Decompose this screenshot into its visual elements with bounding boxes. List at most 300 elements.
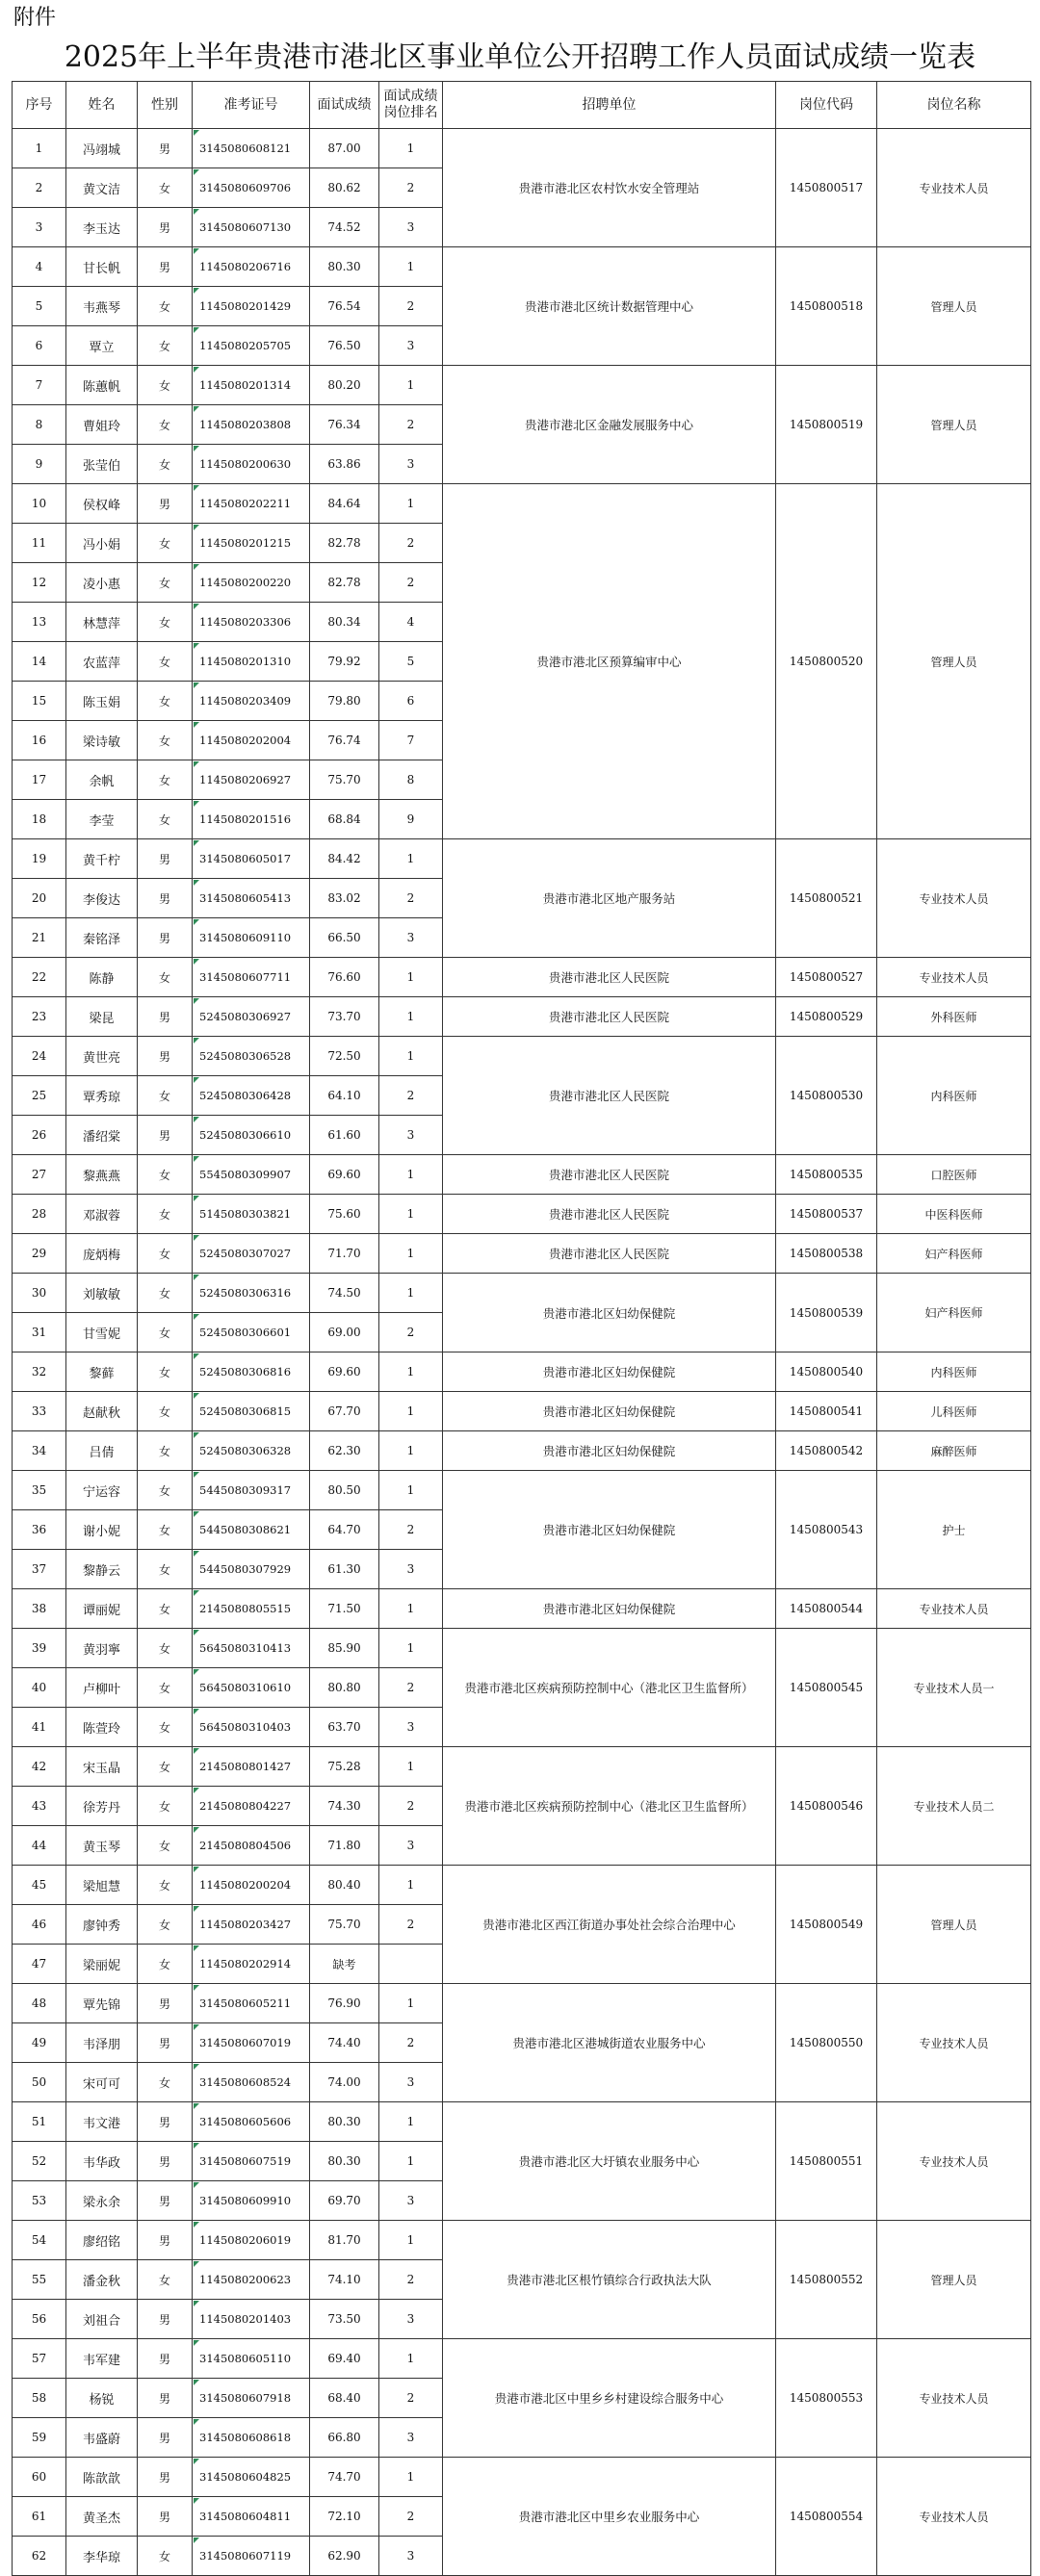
cell-rank: 3 [379, 2418, 443, 2458]
cell-gender: 女 [138, 1274, 193, 1313]
cell-code: 1450800550 [776, 1984, 877, 2102]
cell-rank: 1 [379, 1234, 443, 1274]
cell-score: 80.40 [310, 1866, 379, 1905]
cell-code: 1450800517 [776, 129, 877, 247]
cell-ticket: 2145080804227 [193, 1787, 310, 1826]
cell-rank: 2 [379, 168, 443, 208]
cell-ticket: 3145080605211 [193, 1984, 310, 2023]
cell-gender: 女 [138, 2537, 193, 2576]
table-row [13, 997, 1031, 1037]
cell-code: 1450800554 [776, 2458, 877, 2576]
cell-score: 76.34 [310, 405, 379, 445]
cell-post: 专业技术人员 [877, 1984, 1031, 2102]
cell-score: 79.80 [310, 682, 379, 721]
cell-name: 廖绍铭 [66, 2221, 138, 2260]
cell-score: 69.00 [310, 1313, 379, 1352]
cell-name: 廖钟秀 [66, 1905, 138, 1945]
cell-gender: 女 [138, 366, 193, 405]
cell-seq: 23 [13, 997, 66, 1037]
cell-ticket: 3145080607019 [193, 2023, 310, 2063]
cell-code: 1450800542 [776, 1431, 877, 1471]
cell-seq: 53 [13, 2181, 66, 2221]
cell-score: 71.70 [310, 1234, 379, 1274]
cell-ticket: 1145080200630 [193, 445, 310, 484]
cell-rank: 1 [379, 1037, 443, 1076]
cell-score: 67.70 [310, 1392, 379, 1431]
cell-seq: 22 [13, 958, 66, 997]
cell-name: 黎藓 [66, 1352, 138, 1392]
cell-gender: 女 [138, 1352, 193, 1392]
cell-rank: 2 [379, 563, 443, 603]
cell-score: 76.54 [310, 287, 379, 326]
cell-ticket: 3145080607918 [193, 2379, 310, 2418]
cell-name: 赵献秋 [66, 1392, 138, 1431]
cell-post: 管理人员 [877, 1866, 1031, 1984]
cell-seq: 47 [13, 1945, 66, 1984]
cell-name: 张莹伯 [66, 445, 138, 484]
cell-ticket: 1145080206019 [193, 2221, 310, 2260]
cell-rank: 1 [379, 1274, 443, 1313]
cell-score: 82.78 [310, 524, 379, 563]
cell-ticket: 5645080310403 [193, 1708, 310, 1747]
cell-seq: 26 [13, 1116, 66, 1155]
cell-unit: 贵港市港北区预算编审中心 [443, 484, 776, 839]
cell-name: 梁丽妮 [66, 1945, 138, 1984]
cell-gender: 女 [138, 603, 193, 642]
cell-post: 管理人员 [877, 484, 1031, 839]
table-row [13, 1195, 1031, 1234]
cell-ticket: 5645080310413 [193, 1629, 310, 1668]
cell-rank: 1 [379, 2102, 443, 2142]
table-body [13, 129, 1031, 2576]
cell-rank: 3 [379, 208, 443, 247]
table-row [13, 1392, 1031, 1431]
cell-rank: 1 [379, 1352, 443, 1392]
cell-rank: 1 [379, 839, 443, 879]
cell-rank: 3 [379, 1550, 443, 1589]
cell-name: 陈蕙帆 [66, 366, 138, 405]
cell-score: 84.42 [310, 839, 379, 879]
cell-gender: 男 [138, 997, 193, 1037]
cell-post: 内科医师 [877, 1352, 1031, 1392]
cell-unit: 贵港市港北区西江街道办事处社会综合治理中心 [443, 1866, 776, 1984]
table-row [13, 1274, 1031, 1313]
table-row [13, 1866, 1031, 1905]
cell-rank: 6 [379, 682, 443, 721]
cell-name: 侯权峰 [66, 484, 138, 524]
cell-seq: 20 [13, 879, 66, 918]
cell-rank: 1 [379, 1431, 443, 1471]
cell-name: 吕倩 [66, 1431, 138, 1471]
cell-name: 梁诗敏 [66, 721, 138, 760]
cell-gender: 女 [138, 326, 193, 366]
cell-gender: 女 [138, 524, 193, 563]
cell-score: 75.70 [310, 760, 379, 800]
cell-ticket: 3145080608524 [193, 2063, 310, 2102]
cell-post: 儿科医师 [877, 1392, 1031, 1431]
cell-seq: 27 [13, 1155, 66, 1195]
cell-score: 72.10 [310, 2497, 379, 2537]
cell-name: 秦铭泽 [66, 918, 138, 958]
cell-seq: 4 [13, 247, 66, 287]
cell-code: 1450800546 [776, 1747, 877, 1866]
cell-gender: 男 [138, 2300, 193, 2339]
cell-post: 专业技术人员 [877, 1589, 1031, 1629]
cell-post: 专业技术人员 [877, 2458, 1031, 2576]
cell-score: 80.34 [310, 603, 379, 642]
cell-gender: 男 [138, 2023, 193, 2063]
cell-seq: 28 [13, 1195, 66, 1234]
cell-gender: 男 [138, 1984, 193, 2023]
cell-score: 74.40 [310, 2023, 379, 2063]
table-row [13, 1234, 1031, 1274]
cell-ticket: 1145080206927 [193, 760, 310, 800]
cell-gender: 男 [138, 208, 193, 247]
cell-seq: 17 [13, 760, 66, 800]
cell-ticket: 3145080605110 [193, 2339, 310, 2379]
table-row [13, 247, 1031, 287]
cell-ticket: 1145080201215 [193, 524, 310, 563]
cell-unit: 贵港市港北区港城街道农业服务中心 [443, 1984, 776, 2102]
cell-rank: 3 [379, 2537, 443, 2576]
cell-gender: 女 [138, 1510, 193, 1550]
cell-rank: 3 [379, 2063, 443, 2102]
cell-name: 凌小惠 [66, 563, 138, 603]
cell-ticket: 5245080306428 [193, 1076, 310, 1116]
cell-ticket: 1145080203306 [193, 603, 310, 642]
cell-name: 宋玉晶 [66, 1747, 138, 1787]
cell-seq: 58 [13, 2379, 66, 2418]
cell-name: 冯小娟 [66, 524, 138, 563]
cell-rank: 1 [379, 2339, 443, 2379]
cell-name: 陈静 [66, 958, 138, 997]
cell-rank: 1 [379, 2142, 443, 2181]
cell-seq: 7 [13, 366, 66, 405]
cell-seq: 29 [13, 1234, 66, 1274]
cell-ticket: 3145080609110 [193, 918, 310, 958]
cell-score: 75.70 [310, 1905, 379, 1945]
cell-gender: 女 [138, 1195, 193, 1234]
cell-score: 74.50 [310, 1274, 379, 1313]
cell-rank: 1 [379, 1747, 443, 1787]
cell-score: 74.70 [310, 2458, 379, 2497]
cell-seq: 39 [13, 1629, 66, 1668]
cell-score: 61.60 [310, 1116, 379, 1155]
cell-rank: 2 [379, 1076, 443, 1116]
cell-gender: 女 [138, 1708, 193, 1747]
interview-score-table [12, 81, 1031, 2576]
cell-gender: 女 [138, 1471, 193, 1510]
cell-gender: 女 [138, 760, 193, 800]
cell-ticket: 1145080200623 [193, 2260, 310, 2300]
cell-seq: 9 [13, 445, 66, 484]
cell-unit: 贵港市港北区中里乡乡村建设综合服务中心 [443, 2339, 776, 2458]
cell-seq: 19 [13, 839, 66, 879]
cell-score: 72.50 [310, 1037, 379, 1076]
cell-rank: 2 [379, 1510, 443, 1550]
cell-ticket: 1145080201429 [193, 287, 310, 326]
cell-rank: 3 [379, 2300, 443, 2339]
cell-name: 庞炳梅 [66, 1234, 138, 1274]
cell-code: 1450800530 [776, 1037, 877, 1155]
cell-name: 黄世亮 [66, 1037, 138, 1076]
table-row [13, 1155, 1031, 1195]
cell-name: 卢柳叶 [66, 1668, 138, 1708]
cell-rank [379, 1945, 443, 1984]
cell-gender: 男 [138, 839, 193, 879]
cell-rank: 2 [379, 2260, 443, 2300]
cell-gender: 女 [138, 287, 193, 326]
cell-unit: 贵港市港北区人民医院 [443, 1155, 776, 1195]
cell-ticket: 3145080607130 [193, 208, 310, 247]
header-rank: 面试成绩岗位排名 [379, 82, 443, 129]
cell-seq: 60 [13, 2458, 66, 2497]
cell-ticket: 3145080604811 [193, 2497, 310, 2537]
cell-ticket: 3145080607519 [193, 2142, 310, 2181]
cell-gender: 女 [138, 800, 193, 839]
cell-score: 85.90 [310, 1629, 379, 1668]
cell-ticket: 5445080307929 [193, 1550, 310, 1589]
cell-seq: 2 [13, 168, 66, 208]
cell-name: 黎燕燕 [66, 1155, 138, 1195]
cell-rank: 2 [379, 1668, 443, 1708]
cell-name: 邓淑蓉 [66, 1195, 138, 1234]
header-ticket: 准考证号 [193, 82, 310, 129]
cell-score: 61.30 [310, 1550, 379, 1589]
cell-name: 黄羽寧 [66, 1629, 138, 1668]
cell-name: 宁运容 [66, 1471, 138, 1510]
cell-post: 专业技术人员 [877, 129, 1031, 247]
cell-score: 71.50 [310, 1589, 379, 1629]
cell-rank: 1 [379, 1392, 443, 1431]
table-row [13, 2102, 1031, 2142]
cell-name: 谢小妮 [66, 1510, 138, 1550]
cell-gender: 女 [138, 1589, 193, 1629]
cell-seq: 16 [13, 721, 66, 760]
cell-gender: 男 [138, 484, 193, 524]
cell-ticket: 1145080203427 [193, 1905, 310, 1945]
cell-score: 75.60 [310, 1195, 379, 1234]
cell-code: 1450800539 [776, 1274, 877, 1352]
cell-gender: 男 [138, 918, 193, 958]
cell-unit: 贵港市港北区妇幼保健院 [443, 1352, 776, 1392]
cell-ticket: 3145080605413 [193, 879, 310, 918]
cell-score: 63.70 [310, 1708, 379, 1747]
header-name: 姓名 [66, 82, 138, 129]
cell-code: 1450800538 [776, 1234, 877, 1274]
cell-score: 80.62 [310, 168, 379, 208]
cell-rank: 3 [379, 918, 443, 958]
cell-seq: 15 [13, 682, 66, 721]
cell-post: 专业技术人员 [877, 958, 1031, 997]
cell-seq: 36 [13, 1510, 66, 1550]
cell-seq: 44 [13, 1826, 66, 1866]
cell-name: 韦军建 [66, 2339, 138, 2379]
cell-rank: 2 [379, 2497, 443, 2537]
cell-score: 69.70 [310, 2181, 379, 2221]
cell-gender: 男 [138, 2142, 193, 2181]
cell-rank: 3 [379, 1826, 443, 1866]
cell-seq: 51 [13, 2102, 66, 2142]
cell-ticket: 1145080201403 [193, 2300, 310, 2339]
cell-name: 韦华政 [66, 2142, 138, 2181]
cell-post: 妇产科医师 [877, 1274, 1031, 1352]
cell-ticket: 5545080309907 [193, 1155, 310, 1195]
cell-score: 76.60 [310, 958, 379, 997]
table-row [13, 1471, 1031, 1510]
cell-seq: 30 [13, 1274, 66, 1313]
cell-score: 79.92 [310, 642, 379, 682]
header-gender: 性别 [138, 82, 193, 129]
cell-seq: 1 [13, 129, 66, 168]
cell-code: 1450800520 [776, 484, 877, 839]
cell-rank: 2 [379, 1787, 443, 1826]
cell-rank: 3 [379, 326, 443, 366]
cell-post: 外科医师 [877, 997, 1031, 1037]
cell-name: 黄圣杰 [66, 2497, 138, 2537]
cell-name: 曹姐玲 [66, 405, 138, 445]
cell-rank: 1 [379, 1589, 443, 1629]
cell-name: 李俊达 [66, 879, 138, 918]
table-row [13, 1352, 1031, 1392]
cell-rank: 1 [379, 129, 443, 168]
cell-gender: 女 [138, 1629, 193, 1668]
cell-seq: 18 [13, 800, 66, 839]
cell-seq: 25 [13, 1076, 66, 1116]
cell-ticket: 1145080205705 [193, 326, 310, 366]
cell-seq: 3 [13, 208, 66, 247]
cell-seq: 33 [13, 1392, 66, 1431]
cell-unit: 贵港市港北区妇幼保健院 [443, 1392, 776, 1431]
cell-ticket: 5245080306927 [193, 997, 310, 1037]
cell-seq: 12 [13, 563, 66, 603]
cell-name: 黎静云 [66, 1550, 138, 1589]
cell-score: 74.30 [310, 1787, 379, 1826]
cell-unit: 贵港市港北区人民医院 [443, 1037, 776, 1155]
cell-seq: 62 [13, 2537, 66, 2576]
cell-ticket: 5445080308621 [193, 1510, 310, 1550]
cell-name: 黄玉琴 [66, 1826, 138, 1866]
cell-code: 1450800521 [776, 839, 877, 958]
cell-ticket: 3145080609910 [193, 2181, 310, 2221]
cell-unit: 贵港市港北区疾病预防控制中心（港北区卫生监督所） [443, 1747, 776, 1866]
cell-ticket: 5645080310610 [193, 1668, 310, 1708]
cell-score: 74.52 [310, 208, 379, 247]
cell-rank: 3 [379, 2181, 443, 2221]
cell-rank: 1 [379, 997, 443, 1037]
cell-rank: 3 [379, 445, 443, 484]
cell-gender: 女 [138, 1313, 193, 1352]
cell-name: 韦泽朋 [66, 2023, 138, 2063]
cell-post: 妇产科医师 [877, 1234, 1031, 1274]
cell-unit: 贵港市港北区妇幼保健院 [443, 1431, 776, 1471]
cell-ticket: 3145080607119 [193, 2537, 310, 2576]
cell-score: 71.80 [310, 1826, 379, 1866]
cell-post: 口腔医师 [877, 1155, 1031, 1195]
cell-code: 1450800551 [776, 2102, 877, 2221]
cell-post: 管理人员 [877, 247, 1031, 366]
cell-score: 84.64 [310, 484, 379, 524]
table-row [13, 1629, 1031, 1668]
cell-name: 李华琼 [66, 2537, 138, 2576]
cell-ticket: 5145080303821 [193, 1195, 310, 1234]
table-row [13, 1747, 1031, 1787]
cell-unit: 贵港市港北区地产服务站 [443, 839, 776, 958]
cell-score: 80.50 [310, 1471, 379, 1510]
cell-ticket: 5245080306528 [193, 1037, 310, 1076]
cell-code: 1450800541 [776, 1392, 877, 1431]
header-post: 岗位名称 [877, 82, 1031, 129]
cell-seq: 48 [13, 1984, 66, 2023]
cell-gender: 女 [138, 1826, 193, 1866]
cell-ticket: 1145080203409 [193, 682, 310, 721]
header-code: 岗位代码 [776, 82, 877, 129]
cell-ticket: 3145080607711 [193, 958, 310, 997]
cell-score: 69.40 [310, 2339, 379, 2379]
cell-name: 梁永余 [66, 2181, 138, 2221]
cell-unit: 贵港市港北区大圩镇农业服务中心 [443, 2102, 776, 2221]
cell-rank: 1 [379, 2221, 443, 2260]
cell-seq: 34 [13, 1431, 66, 1471]
cell-ticket: 5245080306815 [193, 1392, 310, 1431]
cell-gender: 女 [138, 405, 193, 445]
cell-seq: 56 [13, 2300, 66, 2339]
cell-post: 中医科医师 [877, 1195, 1031, 1234]
table-row [13, 366, 1031, 405]
cell-seq: 43 [13, 1787, 66, 1826]
cell-code: 1450800529 [776, 997, 877, 1037]
cell-post: 内科医师 [877, 1037, 1031, 1155]
cell-name: 黄文洁 [66, 168, 138, 208]
cell-code: 1450800518 [776, 247, 877, 366]
cell-unit: 贵港市港北区妇幼保健院 [443, 1589, 776, 1629]
cell-gender: 女 [138, 1945, 193, 1984]
cell-gender: 女 [138, 1076, 193, 1116]
cell-name: 韦燕琴 [66, 287, 138, 326]
cell-gender: 女 [138, 2063, 193, 2102]
cell-ticket: 3145080605606 [193, 2102, 310, 2142]
cell-score: 62.90 [310, 2537, 379, 2576]
cell-gender: 男 [138, 247, 193, 287]
cell-rank: 1 [379, 1866, 443, 1905]
cell-seq: 52 [13, 2142, 66, 2181]
cell-rank: 2 [379, 287, 443, 326]
cell-name: 宋可可 [66, 2063, 138, 2102]
cell-rank: 1 [379, 1471, 443, 1510]
cell-name: 潘金秋 [66, 2260, 138, 2300]
cell-gender: 女 [138, 2260, 193, 2300]
cell-ticket: 3145080609706 [193, 168, 310, 208]
table-row [13, 839, 1031, 879]
cell-seq: 35 [13, 1471, 66, 1510]
cell-seq: 14 [13, 642, 66, 682]
cell-name: 潘绍棠 [66, 1116, 138, 1155]
cell-gender: 男 [138, 2181, 193, 2221]
cell-seq: 38 [13, 1589, 66, 1629]
cell-ticket: 3145080608618 [193, 2418, 310, 2458]
cell-score: 74.00 [310, 2063, 379, 2102]
cell-name: 覃秀琼 [66, 1076, 138, 1116]
cell-score: 73.50 [310, 2300, 379, 2339]
cell-seq: 11 [13, 524, 66, 563]
cell-score: 66.80 [310, 2418, 379, 2458]
cell-name: 黄千柠 [66, 839, 138, 879]
cell-score: 66.50 [310, 918, 379, 958]
cell-code: 1450800537 [776, 1195, 877, 1234]
cell-unit: 贵港市港北区人民医院 [443, 997, 776, 1037]
header-seq: 序号 [13, 82, 66, 129]
cell-ticket: 5445080309317 [193, 1471, 310, 1510]
